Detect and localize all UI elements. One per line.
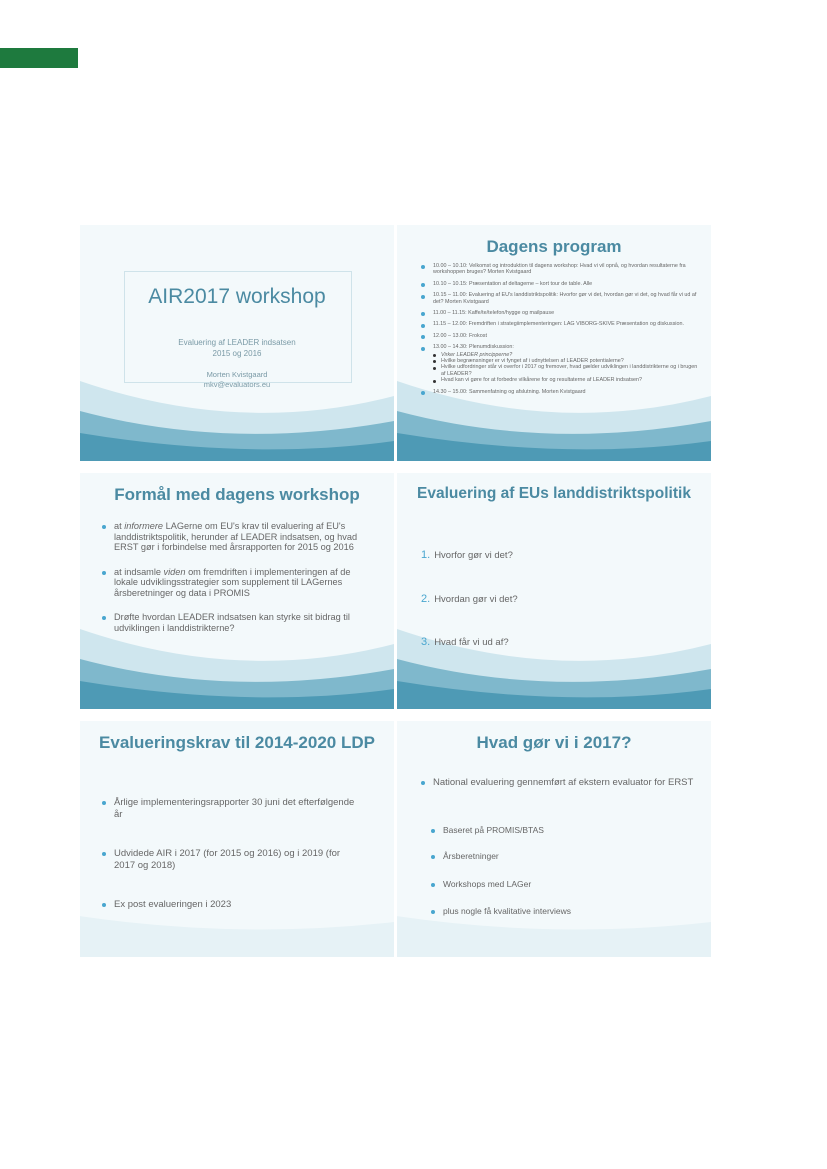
slide-title: Formål med dagens workshop [114, 485, 360, 504]
sub-list [431, 879, 681, 889]
list-item: 14.30 – 15.00: Sammenfatning og afslutning. Morten Kvistgaard [421, 389, 699, 395]
sub-list [431, 906, 681, 916]
text: om fremdriften i implementeringen af de lokale udviklingsstrategier som supplement til LAGernes årsberetninger og data i PROMIS [114, 566, 351, 598]
author-name: Morten Kvistgaard [206, 370, 268, 379]
subtitle-line-1: Evaluering af LEADER indsatsen [178, 338, 296, 347]
list-item: Drøfte hvordan LEADER indsatsen kan styrke sit bidrag til udviklingen i landdistrikterne? [102, 612, 374, 633]
list-item: 11.00 – 11.15: Kaffe/te/telefon/hygge og mailpause [421, 310, 699, 316]
numbered-item [421, 549, 513, 561]
list-item-with-subitems [421, 344, 699, 383]
list-item: Årlige implementeringsrapporter 30 juni det efterfølgende år [102, 797, 362, 820]
author-email: mkv@evaluators.eu [203, 380, 271, 389]
list-item: 11.15 – 12.00: Fremdriften i strategiimplementeringen: LAG VIBORG-SKIVE Præsentation og diskussion. [421, 321, 699, 327]
author-block [80, 370, 394, 390]
numbered-item [421, 636, 509, 648]
sub-item: Hvilke udfordringer står vi overfor i 2017 og fremover, hvad gælder udviklingen i landdistrikterne og i brugen af LEADER? [433, 364, 699, 377]
item-number: 1. [421, 549, 431, 561]
list-item: 10.00 – 10.10: Velkomst og introduktion til dagens workshop: Hvad vi vil opnå, og hvordan resultaterne fra workshoppen bruges? Morten Kvistgaard [421, 263, 699, 276]
program-list [421, 263, 699, 400]
list-item [102, 521, 374, 553]
list-item: Udvidede AIR i 2017 (for 2015 og 2016) og i 2019 (for 2017 og 2018) [102, 848, 362, 871]
activities-list [421, 777, 699, 789]
item-text: Hvordan gør vi det? [434, 594, 518, 605]
numbered-item [421, 593, 518, 605]
slide-title: Evalueringskrav til 2014-2020 LDP [99, 733, 375, 752]
slide-title: AIR2017 workshop [148, 285, 326, 308]
emphasis: viden [163, 566, 186, 577]
requirements-list [102, 797, 362, 939]
list-item: 12.00 – 13.00: Frokost [421, 333, 699, 339]
list-item: 10.10 – 10.15: Præsentation af deltagerne – kort tour de table. Alle [421, 281, 699, 287]
text: at indsamle [114, 566, 164, 577]
list-item [102, 567, 374, 599]
text: LAGerne om EU's krav til evaluering af EU's landdistriktspolitik, herunder af LEADER indsatsen, og hvad ERST gør i forbindelse med årsrapporten for 2015 og 2016 [114, 521, 358, 552]
sub-item: Workshops med LAGer [431, 879, 681, 889]
sub-item: Årsberetninger [431, 851, 681, 861]
slide-title: Hvad gør vi i 2017? [476, 733, 632, 752]
sub-list [431, 851, 681, 861]
item-number: 3. [421, 636, 431, 648]
list-item: National evaluering gennemført af ekstern evaluator for ERST [421, 777, 699, 789]
sub-item: plus nogle få kvalitative interviews [431, 906, 681, 916]
slide-3 [80, 473, 394, 709]
slide-5 [80, 721, 394, 957]
slide-subtitle [80, 337, 394, 359]
subtitle-line-2: 2015 og 2016 [212, 349, 262, 358]
list-item: 10.15 – 11.00: Evaluering af EU's landdistriktspolitik: Hvorfor gør vi det, hvordan gør vi det, og hvad får vi ud af det? Morten Kvistgaard [421, 292, 699, 305]
sub-list [431, 825, 681, 835]
green-accent-bar [0, 48, 78, 68]
item-text: Hvad får vi ud af? [434, 637, 509, 648]
slide-2 [397, 225, 711, 461]
list-item: Ex post evalueringen i 2023 [102, 899, 362, 911]
slide-title: Dagens program [486, 237, 622, 256]
sub-item-text: Virker LEADER principperne? [441, 351, 513, 358]
emphasis: informere [124, 521, 164, 531]
item-number: 2. [421, 593, 431, 605]
sub-list [433, 352, 699, 384]
sub-item: Hvilke begrænsninger er vi fynget af i udnyttelsen af LEADER potentialerne? [433, 358, 699, 364]
slide-title: Evaluering af EUs landdistriktspolitik [417, 485, 691, 502]
purpose-list [102, 521, 374, 647]
text: at [114, 521, 125, 531]
slide-1 [80, 225, 394, 461]
item-text: Hvorfor gør vi det? [434, 550, 513, 561]
list-item-label: 13.00 – 14.30: Plenumdiskussion: [433, 344, 514, 351]
sub-item: Hvad kan vi gøre for at forbedre vilkårene for og resultaterne af LEADER indsatsen? [433, 377, 699, 383]
sub-item: Baseret på PROMIS/BTAS [431, 825, 681, 835]
slide-6 [397, 721, 711, 957]
slide-4 [397, 473, 711, 709]
